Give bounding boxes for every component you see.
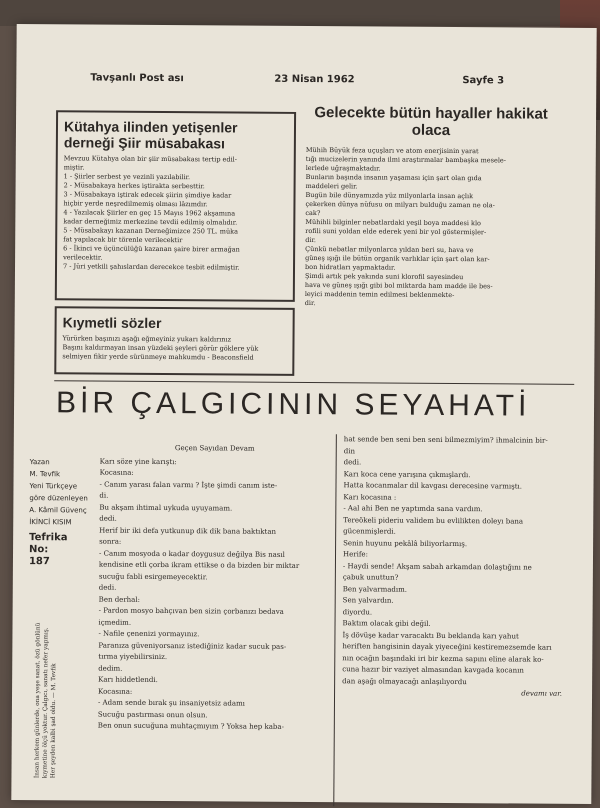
story-line: Ben onun sucuğuna muhtaçmıyım ? Yoksa hep kaba- bbox=[97, 721, 284, 731]
story-line: - Canım mosyoda o kadar doygusuz değilya Bis nasıl bbox=[98, 549, 285, 559]
left-box-line: 5 - Müsabakayı kazanan Derneğimizce 250 TL. müka bbox=[63, 226, 239, 236]
story-line: dedi. bbox=[98, 583, 117, 592]
story-line: Karı hiddetlendi. bbox=[98, 675, 158, 684]
story-line: - Canım yarası falan varmı ? İşte şimdi canım iste- bbox=[99, 480, 278, 490]
article-line: hava ve güneş ışığı gibi bol miktarda ham madde ile bes- bbox=[304, 281, 493, 291]
story-line: - Haydi sende! Akşam sabah arkamdan dolaştığını ne bbox=[342, 561, 532, 572]
story-line: İş dövüşe kadar varacaktı Bu beklanda karı yahut bbox=[342, 630, 519, 641]
story-line: Tereökeli pideriu validem bu evlilikten doleyı bana bbox=[343, 515, 524, 526]
story-line: - Aal ahi Ben ne yaptımda sana vardım. bbox=[343, 504, 483, 514]
quote-box bbox=[54, 306, 294, 376]
left-box-line: 2 - Müsabakaya herkes iştirakta serbesttir. bbox=[63, 181, 205, 191]
left-box-line: fat yapılacak bir törenle verilecektir bbox=[63, 235, 183, 245]
story-line: sonra: bbox=[99, 537, 122, 546]
article-line: lerlede uğraşmaktadır. bbox=[305, 164, 381, 173]
serial-right-column bbox=[342, 434, 564, 700]
left-box-line: 3 - Müsabakaya iştirak edecek şiirin şimdiye kadar bbox=[63, 190, 232, 200]
article-line: cak? bbox=[305, 209, 321, 218]
column-divider bbox=[333, 434, 337, 806]
article-line: Mühihli bilginler nebatlardaki yeşil boya maddesi klo bbox=[305, 218, 481, 228]
article-line: Bunların başında insanın yaşaması için şart olan gıda bbox=[305, 173, 482, 183]
article-line: Bugün bile dünyamızda yüz milyonlarla insan açlık bbox=[305, 191, 474, 201]
story-line: - Adam sende bırak şu insaniyetsiz adamı bbox=[97, 698, 245, 708]
story-line: Baktım olacak gibi değil. bbox=[342, 619, 431, 628]
vertical-line: Her şeyden kalbi şad oldu. — M. Tevfik bbox=[50, 663, 58, 779]
quote-line: selmiyen fikir yerde sürünmeye mahkumdu - Beaconsfield bbox=[62, 352, 254, 362]
story-line: Kocasına: bbox=[99, 468, 134, 477]
article-line: Mühih Büyük feza uçuşları ve atom enerjisinin yarat bbox=[305, 146, 479, 156]
serial-title: BİR ÇALGICININ SEYAHATİ bbox=[55, 386, 531, 423]
newspaper-page bbox=[11, 24, 596, 804]
article-line: leyici maddenin temin edilmesi beklenmekte- bbox=[304, 290, 455, 300]
vertical-caption bbox=[33, 548, 59, 778]
quote-line: Başını kaldırmayan insan yüzdeki şeyleri görür göklere yük bbox=[62, 343, 259, 353]
story-line: Bu akşam ihtimal uykuda uyuyamam. bbox=[99, 503, 233, 513]
tefrika-number: 187 bbox=[28, 556, 50, 568]
story-line: Ben derhal: bbox=[98, 595, 141, 604]
background-top bbox=[0, 0, 600, 26]
article-line: tığı mucizelerin yanında ilmi araştırmalar bambaşka mesele- bbox=[305, 155, 507, 165]
article-line: çekerken dünya nüfusu on milyarı bulduğu zaman ne ola- bbox=[305, 200, 495, 210]
sidebar-line: M. Tevfik bbox=[29, 470, 61, 479]
sidebar-line: göre düzenleyen bbox=[29, 494, 88, 503]
left-box-line: hiçbir yerde neşredilmemiş olması lâzımdır. bbox=[63, 199, 208, 209]
story-line: di. bbox=[99, 491, 109, 500]
story-line: gücenmişlerdi. bbox=[343, 527, 396, 536]
tefrika-label: Tefrika No: bbox=[29, 532, 68, 556]
story-line: sucuğu fabli esirgemeyecektir. bbox=[98, 572, 208, 581]
story-line: Sen yalvardın. bbox=[342, 596, 394, 605]
story-line: tırma yiyebilirsiniz. bbox=[98, 652, 168, 662]
story-line: dedi. bbox=[99, 514, 117, 523]
story-line: - Nafile çenenizi yormayınız. bbox=[98, 629, 200, 639]
sidebar-line: Yeni Türkçeye bbox=[29, 482, 78, 491]
story-line: din bbox=[343, 446, 356, 455]
continued-note: devamı var. bbox=[521, 689, 563, 698]
left-box-line: miştir. bbox=[63, 163, 85, 172]
story-line: dedim. bbox=[98, 664, 123, 673]
left-box-title: Kütahya ilinden yetişenler derneği Şiir müsabakası bbox=[63, 118, 238, 152]
article-line: Şimdi artık pek yakında suni klorofil sayesindeu bbox=[304, 272, 464, 282]
article-line: rofili suni yoldan elde ederek yeni bir yol göstermişler- bbox=[305, 227, 487, 237]
story-line: Ben yalvarmadım. bbox=[342, 584, 408, 594]
left-box-line: 6 - İkinci ve üçüncülüğü kazanan şaire birer armağan bbox=[63, 244, 240, 254]
article-line: Çünkü nebatlar milyonlarca yıldan beri su, hava ve bbox=[305, 245, 474, 255]
left-box-line: 4 - Yazılacak Şiirler en geç 15 Mayıs 1962 akşamına bbox=[63, 208, 236, 218]
left-box-line: 7 - Jüri yetkili şahıslardan derecekce tesbit edilmiştir. bbox=[62, 262, 240, 272]
article-line: güneş ışığı ile bütün organik varlıklar için şart olan kar- bbox=[305, 254, 490, 264]
article-line: dir. bbox=[304, 299, 316, 308]
header-page: Sayfe 3 bbox=[462, 75, 505, 87]
story-line: Paranıza güveniyorsanız istediğiniz kadar sucuk pas- bbox=[98, 641, 287, 651]
left-box-line: verilecektir. bbox=[63, 253, 103, 262]
story-line: Karı koca cene yarışına çıkmışlardı. bbox=[343, 469, 471, 479]
story-line: Sucuğu pastırması onun olsun. bbox=[97, 710, 208, 719]
story-line: Herif bir iki defa yutkunup dik dik bana baktıktan bbox=[99, 526, 277, 536]
story-line: Karı söze yine karıştı: bbox=[99, 457, 177, 466]
sidebar-line: A. Kâmil Güvenç bbox=[29, 506, 87, 515]
left-box-line: 1 - Şiirler serbest ye vezinli yazılabilir. bbox=[63, 172, 191, 182]
section-divider bbox=[54, 380, 574, 385]
serial-middle-column bbox=[98, 443, 330, 734]
sidebar-line: Yazan bbox=[29, 458, 50, 467]
header-date: 23 Nisan 1962 bbox=[274, 73, 355, 86]
story-line: Kocasına: bbox=[98, 687, 133, 696]
quote-box-title: Kıymetli sözler bbox=[62, 314, 162, 332]
story-line: Senin huyunu pekâlâ biliyorlarmış. bbox=[343, 538, 468, 548]
story-line: Herife: bbox=[342, 550, 368, 559]
story-line: cuna hazır bir vaziyet almasından kavgada kocanın bbox=[342, 665, 524, 675]
right-article-title: Gelecekte bütün hayaller hakikat olaca bbox=[314, 104, 548, 140]
story-line: içmedim. bbox=[98, 618, 132, 627]
left-box-line: Mevzuu Kütahya olan bir şiir müsabakası tertip edil- bbox=[63, 154, 237, 164]
quote-line: Yürürken başınızı aşağı eğmeyiniz yukarı kaldırınız bbox=[62, 334, 232, 344]
story-line: Hatta kocanmalar dil kavgası derecesine varmıştı. bbox=[343, 481, 523, 491]
vertical-line: İnsan herkem günlerde, ona yeşe sanat, özü gönlünü bbox=[34, 622, 42, 779]
left-box bbox=[55, 110, 296, 302]
article-line: maddeleri gelir. bbox=[305, 182, 358, 191]
story-line: kendisine etli çorba ikram ettikse o da bizden bir miktar bbox=[98, 560, 300, 570]
sidebar-line: İKİNCİ KISIM bbox=[29, 518, 72, 527]
story-line: dedi. bbox=[343, 458, 362, 467]
story-line: nın ocağın başındaki iri bir kezma sapını eline alarak ko- bbox=[342, 653, 544, 664]
story-line: - Pardon mosyo bahçıvan ben sizin çorbanızı bedava bbox=[98, 606, 284, 616]
article-line: bon hidratları yapmaktadır. bbox=[304, 263, 396, 272]
story-line: diyordu. bbox=[342, 607, 373, 616]
right-article bbox=[305, 104, 556, 310]
story-line: çabuk unuttun? bbox=[342, 573, 399, 582]
header-left: Tavşanlı Post ası bbox=[90, 72, 184, 85]
story-line: heriften hangisinin dayak yiyeceğini kestiremezsemde karı bbox=[342, 642, 552, 652]
article-line: dir. bbox=[305, 236, 316, 245]
story-line: Karı kocasına : bbox=[343, 492, 397, 502]
story-line: dan aşağı olmayacağı anlaşılıyordu bbox=[342, 676, 467, 686]
continuation-note: Geçen Sayıdan Devam bbox=[174, 444, 255, 453]
story-line: hat sende ben seni ben seni bilmezmiyim? ihmalcinin bir- bbox=[343, 435, 548, 445]
vertical-line: kıymetine ölçü yoktur. Çalgıcı, sanatı nefer yapmış. bbox=[42, 627, 50, 779]
left-box-line: kadar derneğimiz merkezine tevdii edilmiş olmalıdır. bbox=[63, 217, 238, 227]
